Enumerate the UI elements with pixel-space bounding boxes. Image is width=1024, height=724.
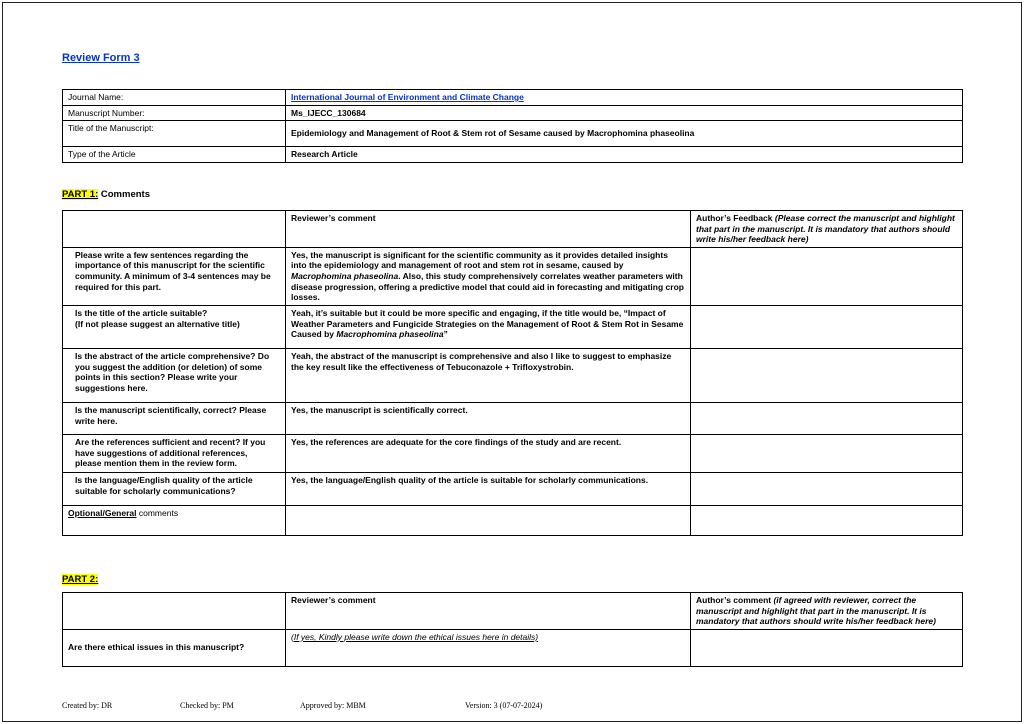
table-row [63, 305, 963, 348]
manuscript-number-value: Ms_IJECC_130684 [286, 105, 963, 121]
author-comment-header-italic: (if agreed with reviewer, correct the manuscript and highlight that part in the manuscript. It is mandatory that authors should write his/her feedback here) [696, 594, 936, 627]
question-language: Is the language/English quality of the article suitable for scholarly communications? [63, 472, 286, 505]
table-row [63, 147, 963, 163]
footer-approved-by: Approved by: MBM [300, 700, 366, 710]
part2-heading [62, 574, 962, 585]
footer-checked-by: Checked by: PM [180, 700, 234, 710]
reviewer-comment-header: Reviewer’s comment [286, 592, 691, 629]
author-feedback-cell [691, 434, 963, 472]
table-row [63, 105, 963, 121]
question-references: Are the references sufficient and recent? If you have suggestions of additional references, please mention them in the review form. [63, 434, 286, 472]
header-blank-cell [63, 592, 286, 629]
manuscript-number-label: Manuscript Number: [63, 105, 286, 121]
table-row [63, 90, 963, 106]
page-title: Review Form 3 [62, 52, 140, 64]
author-feedback-cell [691, 247, 963, 305]
table-row [63, 434, 963, 472]
question-line: Is the title of the article suitable? [75, 307, 208, 318]
header-blank-cell [63, 210, 286, 247]
author-feedback-cell [691, 402, 963, 434]
comment-text: Yes, the manuscript is significant for the scientific community as it provides detailed insights into the epidemiology and management of root and stem rot in sesame, caused by [291, 249, 668, 271]
author-feedback-cell [691, 305, 963, 348]
reviewer-comment-ethics [286, 629, 691, 666]
manuscript-info-table [62, 89, 963, 163]
article-type-label: Type of the Article [63, 147, 286, 163]
part1-heading-rest: Comments [98, 188, 150, 200]
optional-general-underlined: Optional/General [68, 507, 137, 518]
comment-text: Yeah, it’s suitable but it could be more specific and engaging, if the title would be, “Impact of Weather Parameters and Fungicide Strategies on the Management of Root & Stem Rot in Sesame Caused by [291, 307, 684, 340]
author-comment-header [691, 592, 963, 629]
journal-name-link[interactable]: International Journal of Environment and Climate Change [291, 92, 524, 102]
reviewer-comment-references: Yes, the references are adequate for the core findings of the study and are recent. [286, 434, 691, 472]
question-importance: Please write a few sentences regarding the importance of this manuscript for the scientific community. A minimum of 3-4 sentences may be required for this part. [63, 247, 286, 305]
table-row [63, 121, 963, 147]
author-feedback-header-italic: (Please correct the manuscript and highlight that part in the manuscript. It is mandatory that authors should write his/her feedback here) [696, 212, 955, 245]
comment-text: . Also, this study comprehensively correlates weather parameters with disease progression, offering a predictive model that could aid in forecasting and mitigating crop losses. [291, 271, 684, 303]
reviewer-comment-language: Yes, the language/English quality of the article is suitable for scholarly communications. [286, 472, 691, 505]
optional-general-comments-cell [63, 505, 286, 535]
part1-heading-highlight: PART 1: [62, 188, 99, 200]
part2-heading-highlight: PART 2: [62, 573, 99, 585]
table-row [63, 348, 963, 402]
comment-text: ” [443, 329, 448, 340]
footer-version: Version: 3 (07-07-2024) [465, 700, 543, 710]
journal-name-label: Journal Name: [63, 90, 286, 106]
author-feedback-cell [691, 472, 963, 505]
reviewer-comment-abstract: Yeah, the abstract of the manuscript is comprehensive and also I like to suggest to emphasize the key result like the effectiveness of Tebuconazole + Trifloxystrobin. [286, 348, 691, 402]
optional-general-rest: comments [136, 507, 179, 518]
question-line: (If not please suggest an alternative title) [75, 318, 240, 329]
part2-ethics-table [62, 592, 963, 667]
author-feedback-cell [691, 348, 963, 402]
part1-heading [62, 189, 962, 200]
author-feedback-header [691, 210, 963, 247]
species-name-italic: Macrophomina phaseolina [291, 271, 399, 281]
reviewer-comment-header: Reviewer’s comment [286, 210, 691, 247]
question-ethical-issues: Are there ethical issues in this manuscript? [63, 629, 286, 666]
reviewer-comment-importance [286, 247, 691, 305]
author-comment-cell [691, 629, 963, 666]
question-abstract: Is the abstract of the article comprehensive? Do you suggest the addition (or deletion) of some points in this section? Please write your suggestions here. [63, 348, 286, 402]
author-feedback-cell [691, 505, 963, 535]
table-row [63, 402, 963, 434]
part1-comments-table [62, 210, 963, 536]
manuscript-title-value: Epidemiology and Management of Root & Stem rot of Sesame caused by Macrophomina phaseolina [286, 121, 963, 147]
question-scientific: Is the manuscript scientifically, correct? Please write here. [63, 402, 286, 434]
table-row [63, 472, 963, 505]
table-row [63, 247, 963, 305]
table-header-row [63, 592, 963, 629]
article-type-value: Research Article [286, 147, 963, 163]
manuscript-title-label: Title of the Manuscript: [63, 121, 286, 147]
reviewer-comment-title [286, 305, 691, 348]
reviewer-comment-optional [286, 505, 691, 535]
author-feedback-header-bold: Author’s Feedback [696, 212, 775, 223]
reviewer-comment-scientific: Yes, the manuscript is scientifically correct. [286, 402, 691, 434]
author-comment-header-bold: Author’s comment [696, 594, 774, 605]
footer-created-by: Created by: DR [62, 700, 113, 710]
ethics-instruction-italic: (If yes, Kindly please write down the ethical issues here in details) [291, 631, 539, 642]
table-row [63, 505, 963, 535]
species-name-italic: Macrophomina phaseolina [336, 329, 444, 340]
question-title-suitable [63, 305, 286, 348]
table-header-row [63, 210, 963, 247]
table-row [63, 629, 963, 666]
document-footer [62, 701, 962, 710]
